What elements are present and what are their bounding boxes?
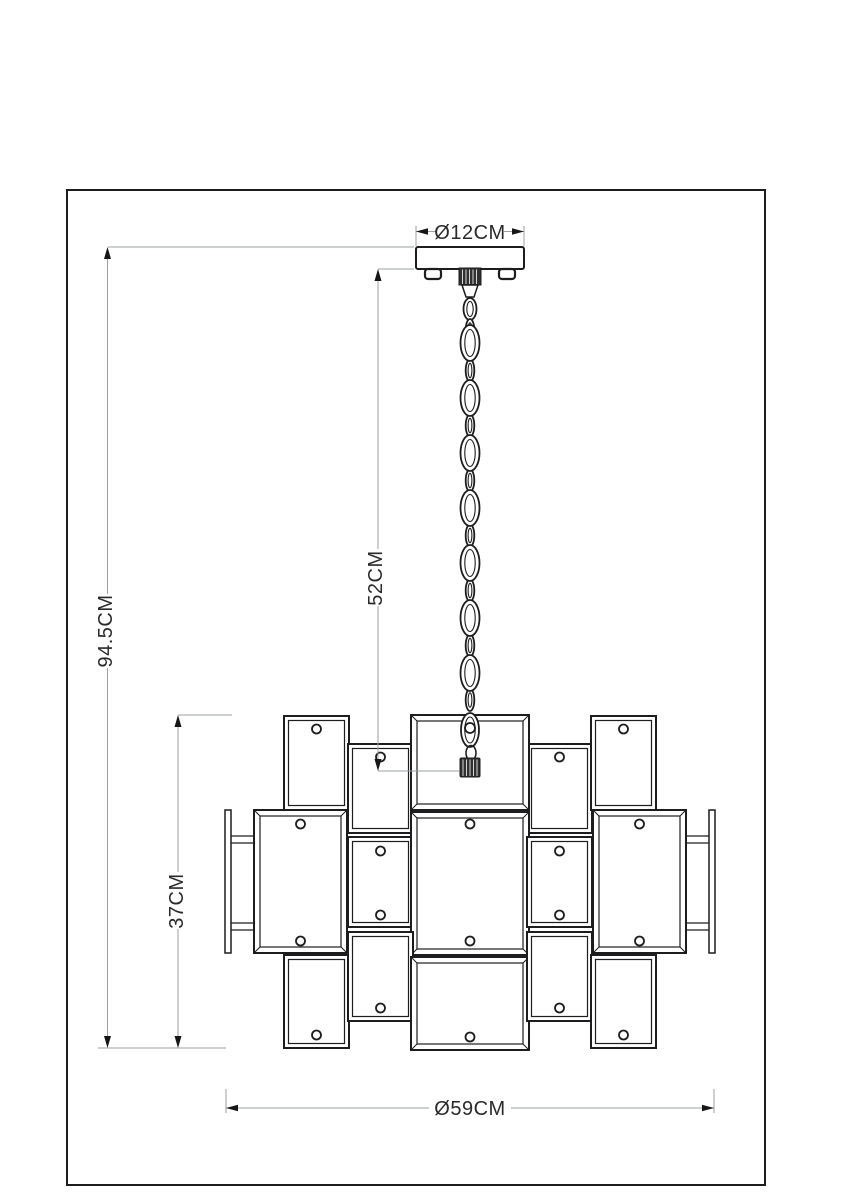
panel-top-left-inner xyxy=(348,744,413,833)
dimension-chain-length xyxy=(365,269,459,771)
side-rail-right xyxy=(684,810,715,953)
ceiling-canopy xyxy=(416,247,524,297)
chain-link-large xyxy=(461,490,480,526)
chain-link-small xyxy=(466,525,475,547)
dim-label-canopy-diameter: Ø12CM xyxy=(434,222,506,244)
chain-link-large xyxy=(461,655,480,691)
panel-bottom-left-inner xyxy=(348,932,413,1021)
panel-bottom-right-outer xyxy=(591,955,656,1048)
chain-link-small xyxy=(466,470,475,492)
panel-top-right-inner xyxy=(527,744,592,833)
chain-link-large xyxy=(461,325,480,361)
panel-mid-center xyxy=(411,812,529,955)
canopy-coupler xyxy=(459,268,481,297)
chain-link-small xyxy=(466,635,475,657)
dimension-body-diameter xyxy=(226,1089,714,1120)
chain-link-small xyxy=(466,689,475,711)
panel-bottom-center xyxy=(411,957,529,1050)
dim-label-overall-height: 94.5CM xyxy=(95,594,117,668)
chain-link-large xyxy=(461,545,480,581)
dimension-body-height xyxy=(166,715,232,1048)
chain-link-large xyxy=(461,380,480,416)
dim-label-chain-length: 52CM xyxy=(365,550,387,606)
panel-bottom-right-inner xyxy=(527,932,592,1021)
canopy-screw-right xyxy=(499,269,515,279)
chain-link-large xyxy=(461,600,480,636)
chain-link-small xyxy=(466,415,475,437)
dim-label-body-height: 37CM xyxy=(166,873,188,929)
chain-link-small xyxy=(466,360,475,382)
chain-link-small xyxy=(466,580,475,602)
chain-link-large xyxy=(461,435,480,471)
side-rail-left xyxy=(225,810,256,953)
panel-mid-right xyxy=(527,837,592,927)
panel-mid-left xyxy=(348,837,413,927)
canopy-screw-left xyxy=(425,269,441,279)
dim-label-body-diameter: Ø59CM xyxy=(434,1098,506,1120)
panel-top-left-outer xyxy=(284,716,349,810)
panel-bottom-left-outer xyxy=(284,955,349,1048)
panel-mid-far-left xyxy=(254,810,347,953)
panel-top-right-outer xyxy=(591,716,656,810)
hanging-chain xyxy=(460,298,480,777)
panel-mid-far-right xyxy=(593,810,686,953)
dimension-canopy-diameter xyxy=(416,222,524,246)
